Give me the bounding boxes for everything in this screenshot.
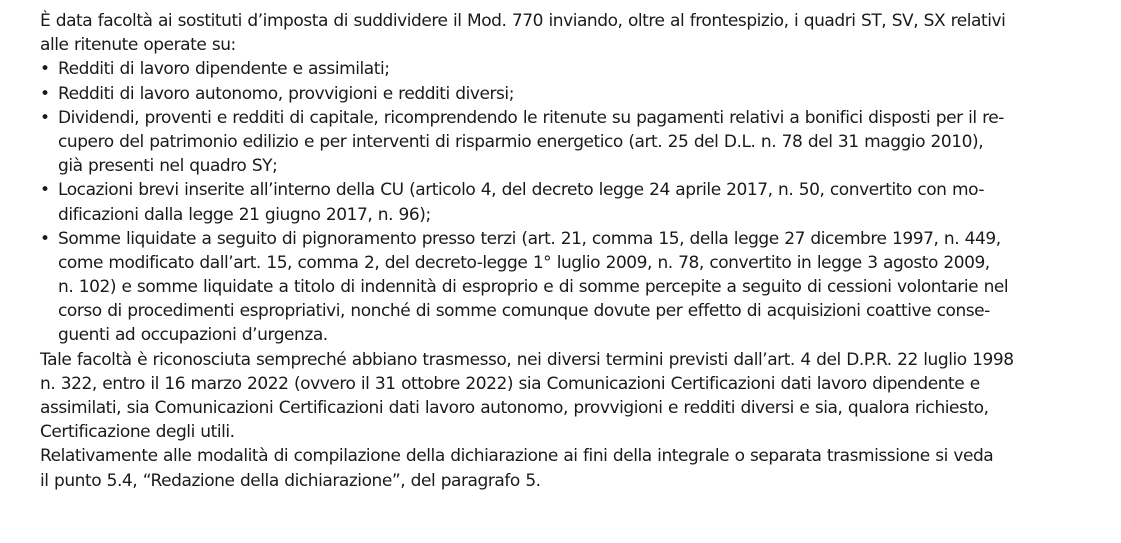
- document-body: [40, 9, 1090, 493]
- bullet-list: [40, 57, 1090, 347]
- text-line: assimilati, sia Comunicazioni Certificazioni dati lavoro autonomo, provvigioni e redditi diversi e sia, qualora richiesto,: [40, 398, 989, 418]
- text-line: Tale facoltà è riconosciuta sempreché abbiano trasmesso, nei diversi termini previsti dall’art. 4 del D.P.R. 22 luglio 1998: [40, 349, 1014, 370]
- list-item: [40, 227, 1090, 348]
- text-line: il punto 5.4, “Redazione della dichiarazione”, del paragrafo 5.: [40, 470, 541, 491]
- text-line: guenti ad occupazioni d’urgenza.: [58, 325, 328, 346]
- text-line: n. 322, entro il 16 marzo 2022 (ovvero il 31 ottobre 2022) sia Comunicazioni Certificazioni dati lavoro dipendente e: [40, 373, 980, 394]
- text-line: Locazioni brevi inserite all’interno della CU (articolo 4, del decreto legge 24 aprile 2017, n. 50, convertito con mo-: [58, 180, 985, 201]
- text-line: dificazioni dalla legge 21 giugno 2017, n. 96);: [58, 204, 431, 225]
- bullet-icon: •: [40, 83, 50, 104]
- list-item: [40, 82, 1090, 106]
- bullet-icon: •: [40, 180, 50, 201]
- text-line: cupero del patrimonio edilizio e per interventi di risparmio energetico (art. 25 del D.L. n. 78 del 31 maggio 2010),: [58, 131, 984, 152]
- text-line: Certificazione degli utili.: [40, 422, 235, 443]
- text-line: n. 102) e somme liquidate a titolo di indennità di esproprio e di somme percepite a seguito di cessioni volontarie nel: [58, 277, 1009, 298]
- text-line: Somme liquidate a seguito di pignoramento presso terzi (art. 21, comma 15, della legge 27 dicembre 1997, n. 449,: [58, 228, 1001, 249]
- text-line: Redditi di lavoro dipendente e assimilati;: [58, 59, 390, 80]
- text-line: Redditi di lavoro autonomo, provvigioni e redditi diversi;: [58, 83, 514, 104]
- text-line: già presenti nel quadro SY;: [58, 156, 278, 177]
- text-line: alle ritenute operate su:: [40, 35, 236, 56]
- reference-paragraph: [40, 444, 1090, 492]
- intro-paragraph: [40, 9, 1090, 57]
- text-line: come modificato dall’art. 15, comma 2, del decreto-legge 1° luglio 2009, n. 78, convertito in legge 3 agosto 2009,: [58, 252, 990, 273]
- bullet-icon: •: [40, 228, 50, 249]
- list-item: [40, 106, 1090, 179]
- list-item: [40, 57, 1090, 81]
- list-item: [40, 178, 1090, 226]
- bullet-icon: •: [40, 59, 50, 80]
- text-line: corso di procedimenti espropriativi, nonché di somme comunque dovute per effetto di acquisizioni coattive conse-: [58, 301, 990, 322]
- bullet-icon: •: [40, 107, 50, 128]
- text-line: Dividendi, proventi e redditi di capitale, ricomprendendo le ritenute su pagamenti relativi a bonifici disposti per il re-: [58, 107, 1004, 128]
- conditions-paragraph: [40, 348, 1090, 445]
- text-line: Relativamente alle modalità di compilazione della dichiarazione ai fini della integrale o separata trasmissione si veda: [40, 446, 994, 467]
- text-line: È data facoltà ai sostituti d’imposta di suddividere il Mod. 770 inviando, oltre al frontespizio, i quadri ST, SV, SX relativi: [40, 11, 1006, 31]
